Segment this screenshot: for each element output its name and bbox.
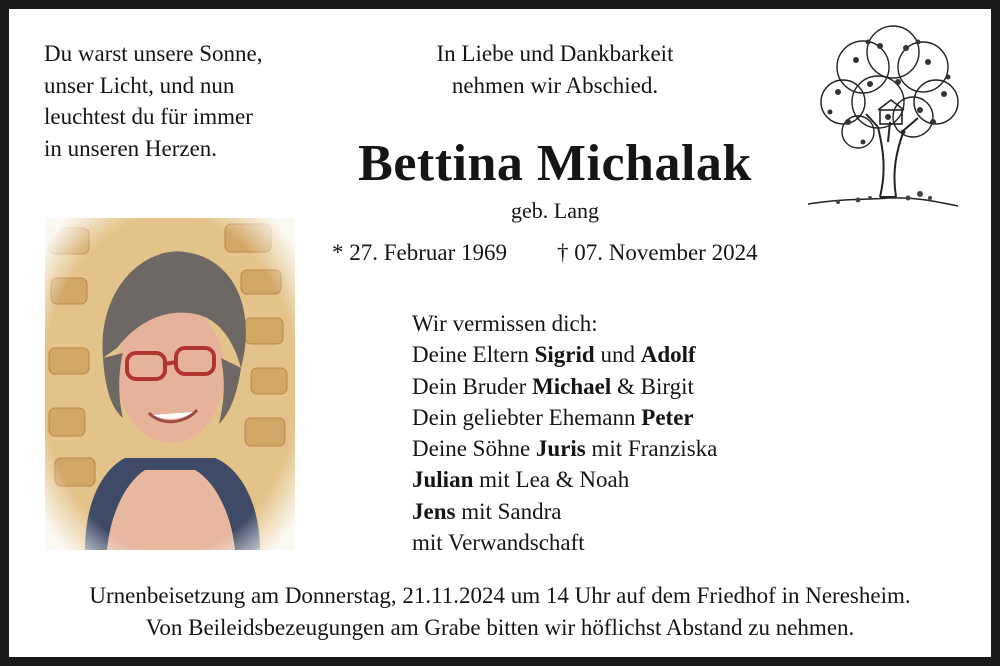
portrait-photo [45, 218, 295, 550]
mourner-bold-name: Jens [412, 498, 456, 524]
death-date: † 07. November 2024 [557, 240, 758, 265]
mourner-text: Deine Eltern [412, 342, 535, 368]
mourners-block [412, 308, 717, 558]
mourner-bold-name: Juris [535, 436, 586, 462]
intro-line: In Liebe und Dankbarkeit [436, 41, 674, 66]
poem-block [44, 38, 334, 164]
intro-line: nehmen wir Abschied. [451, 72, 659, 98]
mourner-text: mit Franziska [585, 436, 718, 462]
mourner-line [412, 433, 717, 464]
mourner-text: & Birgit [611, 373, 694, 399]
mourner-bold-name: Adolf [640, 342, 696, 368]
deceased-name: Bettina Michalak [358, 135, 752, 192]
mourner-bold-name: Peter [641, 404, 694, 430]
poem-line: Du warst unsere Sonne, [44, 41, 263, 66]
mourner-text: Dein geliebter Ehemann [412, 404, 642, 430]
mourner-line [412, 464, 717, 495]
condolence-note: Von Beileidsbezeugungen am Grabe bitten wir höflichst Abstand zu nehmen. [145, 614, 855, 640]
mourner-line [412, 496, 717, 527]
mourner-line [412, 402, 717, 433]
mourner-text: mit Lea & Noah [473, 467, 630, 493]
tree-icon [808, 22, 968, 217]
maiden-name: geb. Lang [511, 198, 599, 223]
poem-line: in unseren Herzen. [44, 135, 218, 161]
intro-block [380, 38, 730, 101]
mourners-closing: mit Verwandschaft [412, 530, 585, 556]
mourner-line [412, 371, 717, 402]
birth-date: * 27. Februar 1969 [332, 240, 508, 265]
poem-line: unser Licht, und nun [44, 72, 235, 98]
mourner-text: mit Sandra [455, 498, 562, 524]
footer-block [15, 580, 985, 643]
mourner-bold-name: Julian [412, 467, 474, 493]
mourner-bold-name: Sigrid [534, 342, 595, 368]
mourner-text: Deine Söhne [412, 436, 536, 462]
burial-notice: Urnenbeisetzung am Donnerstag, 21.11.2024 um 14 Uhr auf dem Friedhof in Neresheim. [89, 583, 911, 608]
mourner-text: Dein Bruder [412, 373, 533, 399]
mourners-heading: Wir vermissen dich: [412, 311, 598, 336]
mourner-text: und [594, 342, 641, 368]
poem-line: leuchtest du für immer [44, 104, 253, 129]
mourner-bold-name: Michael [532, 373, 612, 399]
mourner-line [412, 339, 717, 370]
